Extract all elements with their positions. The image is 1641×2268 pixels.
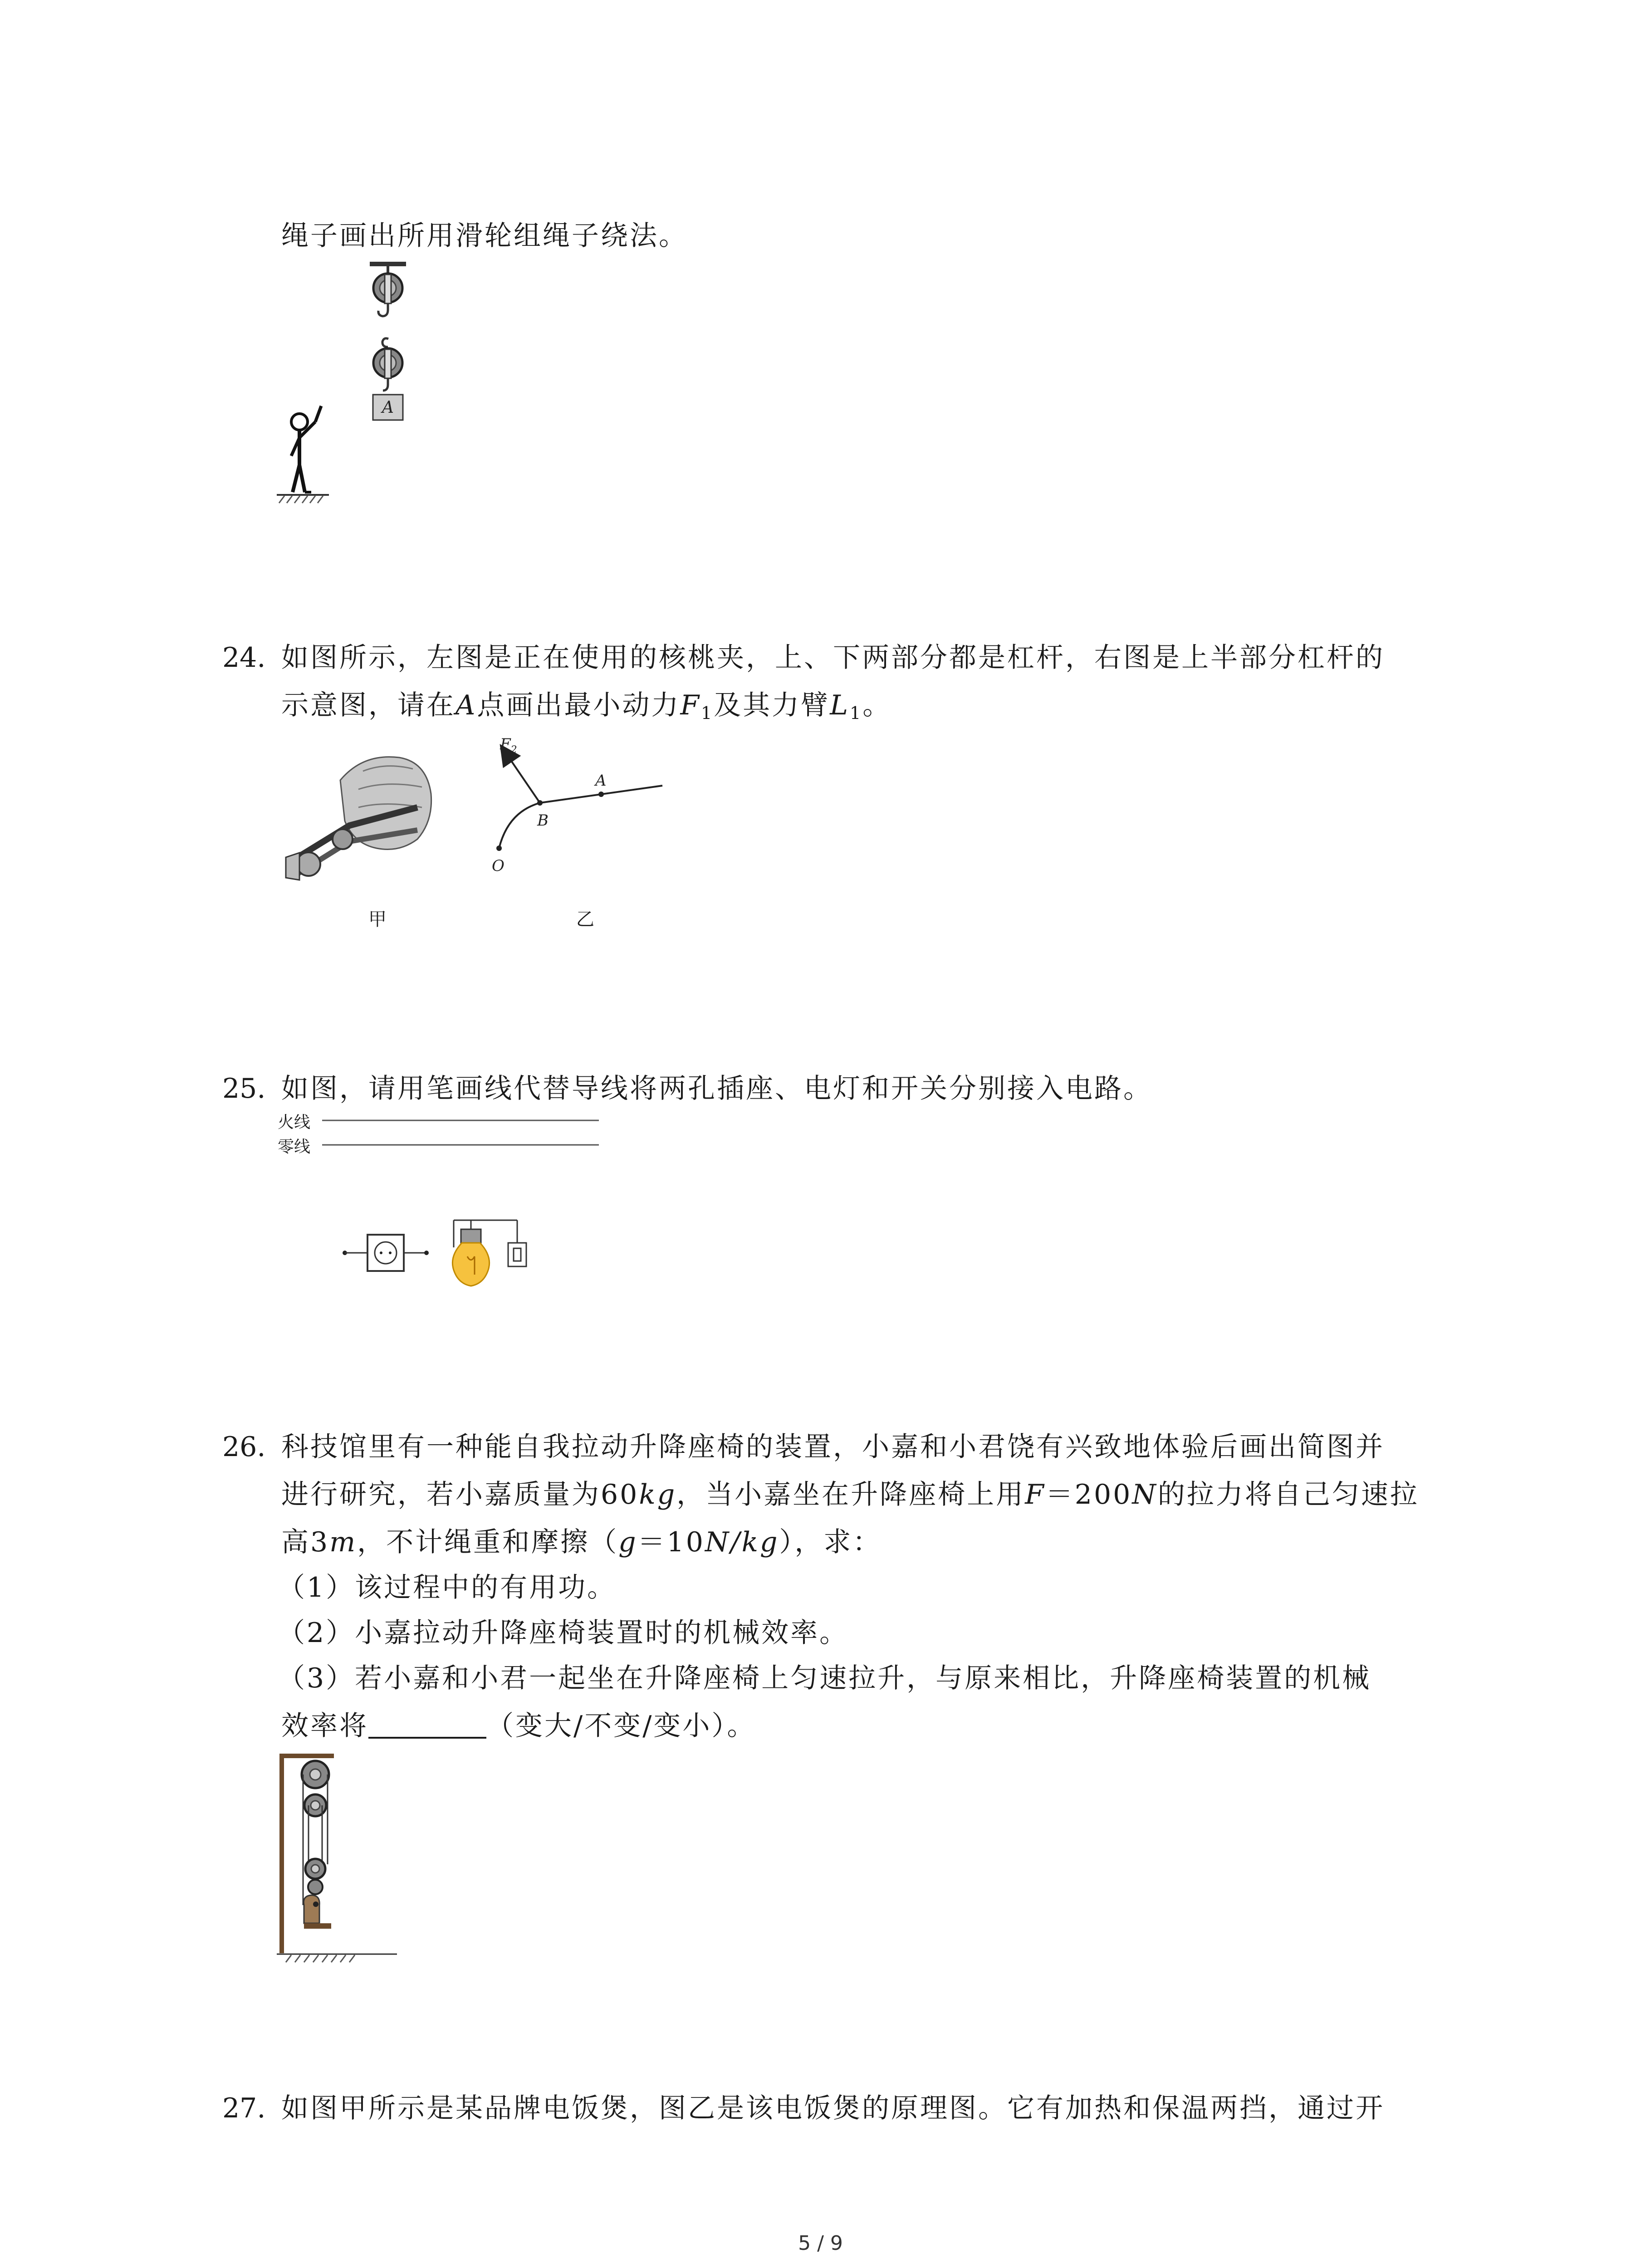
q26-line3: 高3m，不计绳重和摩擦（g＝10N/kg），求： — [281, 1526, 882, 1558]
q23-block-label: A — [382, 398, 394, 417]
q27-line1: 如图甲所示是某品牌电饭煲，图乙是该电饭煲的原理图。它有加热和保温两挡，通过开 — [281, 2092, 1385, 2124]
q25-number: 25. — [222, 1073, 266, 1105]
q25-neutral-wire-label: 零线 — [278, 1138, 311, 1156]
q26-sub3-line1: （3）若小嘉和小君一起坐在升降座椅上匀速拉升，与原来相比，升降座椅装置的机械 — [278, 1662, 1372, 1694]
q24-label-O: O — [492, 857, 505, 875]
q26-line2: 进行研究，若小嘉质量为60kg，当小嘉坐在升降座椅上用F＝200N的拉力将自己匀速拉 — [281, 1479, 1419, 1510]
q25-live-wire-label: 火线 — [278, 1113, 311, 1132]
q24-label-B: B — [537, 811, 549, 830]
q24-lever-diagram — [481, 735, 681, 880]
q26-lift-seat-figure — [272, 1751, 408, 1969]
q26-sub1: （1）该过程中的有用功。 — [278, 1572, 617, 1603]
q23-pulley-figure — [272, 256, 436, 510]
q25-circuit-figure — [318, 1107, 626, 1297]
q26-number: 26. — [222, 1431, 266, 1463]
q24-label-A: A — [595, 772, 607, 790]
q26-line1: 科技馆里有一种能自我拉动升降座椅的装置，小嘉和小君饶有兴致地体验后画出简图并 — [281, 1431, 1385, 1463]
q24-line1: 如图所示，左图是正在使用的核桃夹，上、下两部分都是杠杆，右图是上半部分杠杆的 — [281, 642, 1385, 674]
q26-answer-blank[interactable] — [368, 1710, 486, 1739]
q24-label-F2: $F_2$ — [500, 735, 517, 756]
q26-sub3-line2: 效率将 （变大/不变/变小）。 — [281, 1710, 756, 1742]
q24-line2: 示意图，请在A点画出最小动力$F_1$及其力臂$L_1$。 — [281, 689, 892, 723]
page-number: 5 / 9 — [798, 2232, 843, 2255]
q24-caption-yi: 乙 — [576, 909, 594, 930]
q24-nutcracker-illustration — [281, 744, 445, 898]
q24-caption-jia: 甲 — [368, 909, 387, 930]
q23-text-tail: 绳子画出所用滑轮组绳子绕法。 — [281, 220, 688, 252]
q24-number: 24. — [222, 642, 266, 674]
q26-sub2: （2）小嘉拉动升降座椅装置时的机械效率。 — [278, 1617, 849, 1649]
q25-line1: 如图，请用笔画线代替导线将两孔插座、电灯和开关分别接入电路。 — [281, 1073, 1152, 1105]
q27-number: 27. — [222, 2092, 266, 2124]
